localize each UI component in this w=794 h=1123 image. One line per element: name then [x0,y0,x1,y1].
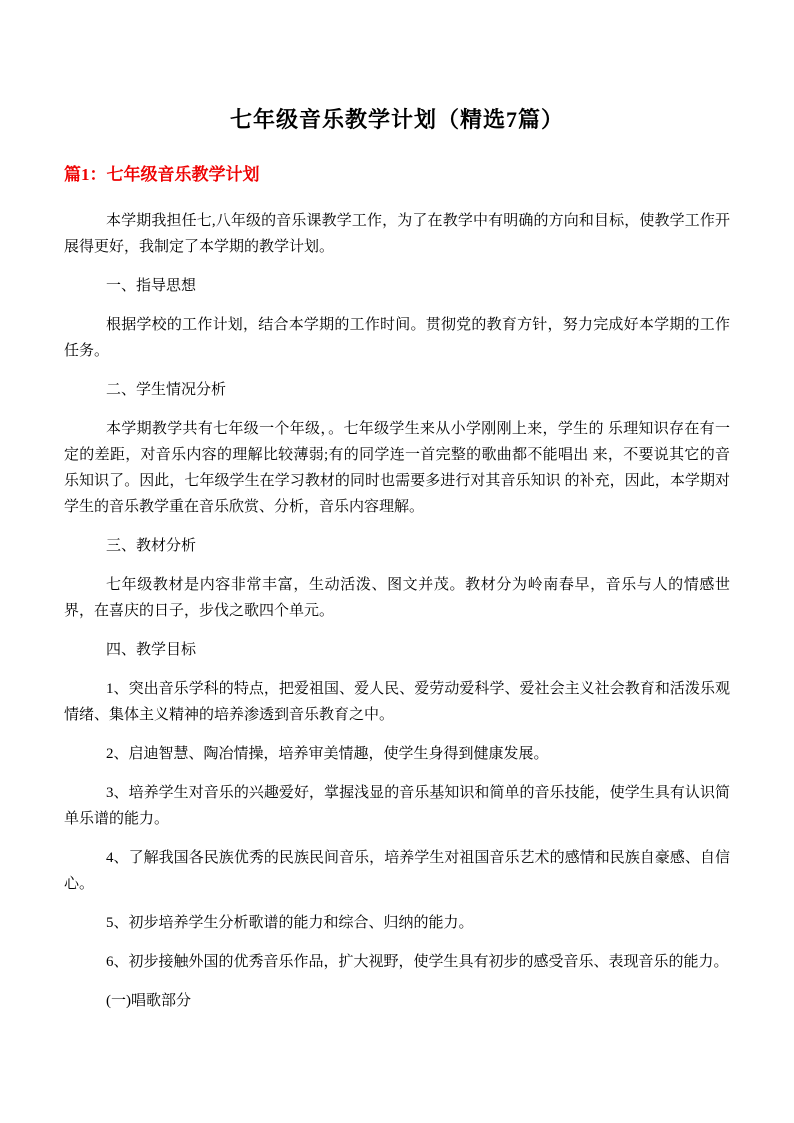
heading-textbook-analysis: 三、教材分析 [106,538,197,554]
heading-singing-section: (一)唱歌部分 [106,993,191,1009]
heading-student-analysis: 二、学生情况分析 [106,382,227,398]
paragraph-student-analysis: 本学期教学共有七年级一个年级，。七年级学生来从小学刚刚上来，学生的 乐理知识存在有一定的差距，对音乐内容的理解比较薄弱;有的同学连一首完整的歌曲都不能唱出 来，不要说其它的音乐知识了。因此，七年级学生在学习教材的同时也需要多进行对其音乐知识 的补充，因此，本学期对学生的音乐教学重在音乐欣赏、分析，音乐内容理解。 [64,421,730,515]
document-title: 七年级音乐教学计划（精选7篇） [229,107,564,132]
paragraph-goal-5: 5、初步培养学生分析歌谱的能力和综合、归纳的能力。 [106,915,474,931]
paragraph-goal-1: 1、突出音乐学科的特点，把爱祖国、爱人民、爱劳动爱科学、爱社会主义社会教育和活泼乐观情绪、集体主义精神的培养渗透到音乐教育之中。 [64,681,730,723]
heading-teaching-goals: 四、教学目标 [106,642,197,658]
section-heading: 篇1：七年级音乐教学计划 [64,165,260,184]
paragraph-goal-4: 4、了解我国各民族优秀的民族民间音乐，培养学生对祖国音乐艺术的感情和民族自豪感、自信心。 [64,850,730,892]
paragraph-intro: 本学期我担任七,八年级的音乐课教学工作，为了在教学中有明确的方向和目标，使教学工作开展得更好，我制定了本学期的教学计划。 [64,213,730,255]
paragraph-goal-2: 2、启迪智慧、陶冶情操，培养审美情趣，使学生身得到健康发展。 [106,746,549,762]
paragraph-goal-3: 3、培养学生对音乐的兴趣爱好，掌握浅显的音乐基知识和简单的音乐技能，使学生具有认识简单乐谱的能力。 [64,785,730,827]
paragraph-guiding-ideology: 根据学校的工作计划，结合本学期的工作时间。贯彻党的教育方针，努力完成好本学期的工作任务。 [64,317,730,359]
paragraph-textbook-analysis: 七年级教材是内容非常丰富，生动活泼、图文并茂。教材分为岭南春早，音乐与人的情感世界，在喜庆的日子，步伐之歌四个单元。 [64,577,730,619]
paragraph-goal-6: 6、初步接触外国的优秀音乐作品，扩大视野，使学生具有初步的感受音乐、表现音乐的能力。 [106,954,729,970]
heading-guiding-ideology: 一、指导思想 [106,278,197,294]
